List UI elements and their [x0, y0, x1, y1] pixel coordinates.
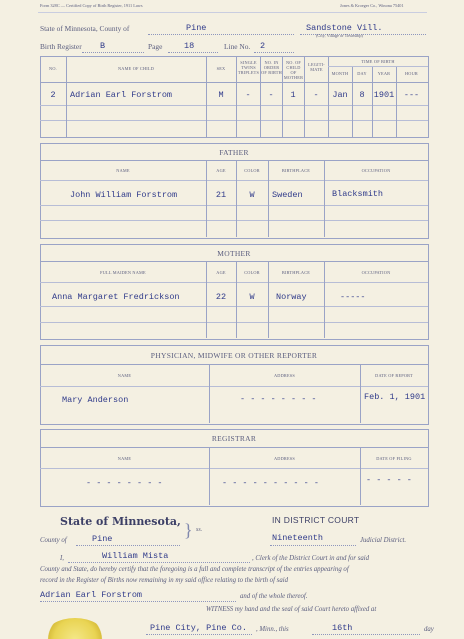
registrar-col-date: DATE OF FILING — [376, 456, 412, 461]
place-caption: (City, Village or Township) — [316, 33, 363, 38]
physician-address: - - - - - - - - — [240, 394, 317, 404]
mother-color: W — [249, 292, 255, 302]
cert-child-name: Adrian Earl Forstrom — [40, 590, 143, 600]
line-label: Line No. — [224, 42, 251, 51]
printer-note: Jones & Kroeger Co., Winona 75401 — [340, 3, 404, 8]
physician-col-name: NAME — [117, 373, 132, 378]
physician-title: PHYSICIAN, MIDWIFE OR OTHER REPORTER — [150, 351, 318, 360]
cert-district-label: Judicial District. — [360, 537, 407, 544]
mother-title: MOTHER — [217, 249, 251, 258]
father-col-age: AGE — [216, 168, 226, 173]
mother-col-name: FULL MAIDEN NAME — [100, 270, 146, 275]
county-value: Pine — [186, 23, 207, 33]
child-name: Adrian Earl Forstrom — [70, 90, 173, 100]
page-label: Page — [148, 42, 163, 51]
father-color: W — [249, 190, 255, 200]
father-birthplace: Sweden — [272, 190, 303, 200]
cert-county: Pine — [92, 534, 113, 544]
child-order: - — [268, 90, 274, 100]
col-order-of-birth: NO. IN ORDER OF BIRTH — [261, 60, 282, 75]
cert-witness-place: Pine City, Pine Co. — [150, 623, 247, 633]
col-time-of-birth: TIME OF BIRTH — [361, 59, 395, 64]
birth-day: 8 — [359, 90, 365, 100]
father-age: 21 — [215, 190, 227, 200]
father-col-occupation: OCCUPATION — [361, 168, 391, 173]
physician-col-address: ADDRESS — [274, 373, 295, 378]
father-col-birthplace: BIRTHPLACE — [281, 168, 311, 173]
father-col-name: NAME — [116, 168, 130, 173]
cert-i: I, — [60, 555, 64, 562]
state-label: State of Minnesota, County of — [40, 24, 130, 33]
father-occupation: Blacksmith — [332, 189, 384, 199]
col-name-of-child: NAME OF CHILD — [117, 66, 155, 71]
ss-brace: } — [184, 520, 193, 540]
col-legitimate: LEGITI-MATE — [308, 62, 325, 72]
cert-minn-this: , Minn., this — [256, 626, 289, 633]
mother-col-occupation: OCCUPATION — [361, 270, 391, 275]
mother-occupation: ----- — [340, 292, 366, 302]
cert-district: Nineteenth — [272, 533, 324, 543]
cert-county-label: County of — [40, 537, 67, 544]
mother-name: Anna Margaret Fredrickson — [52, 292, 180, 302]
registrar-col-address: ADDRESS — [274, 456, 295, 461]
cert-witness-day: 16th — [332, 623, 353, 633]
col-month: MONTH — [331, 71, 349, 76]
register-value: B — [100, 41, 106, 51]
registrar-date: - - - - - — [366, 475, 412, 485]
cert-line2: County and State, do hereby certify that the foregoing is a full and complete transcript of the entries appearing of — [40, 566, 349, 573]
registrar-col-name: NAME — [117, 456, 132, 461]
line-value: 2 — [260, 41, 266, 51]
col-day: DAY — [357, 71, 367, 76]
child-single: - — [245, 90, 251, 100]
mother-col-color: COLOR — [244, 270, 260, 275]
mother-age: 22 — [215, 292, 227, 302]
child-no: 2 — [50, 90, 56, 100]
physician-col-date: DATE OF REPORT — [375, 373, 413, 378]
col-child-of-mother: NO. OF CHILD OF MOTHER — [283, 60, 304, 80]
child-sex: M — [218, 90, 224, 100]
court-seal — [44, 618, 106, 639]
birth-month: Jan — [332, 90, 348, 100]
cert-state-heading: State of Minnesota, — [60, 515, 181, 528]
col-single-twins: SINGLE TWINS TRIPLETS — [237, 60, 260, 75]
place-value: Sandstone Vill. — [306, 23, 383, 33]
cert-day-label: day — [424, 626, 434, 633]
col-hour: HOUR — [405, 71, 418, 76]
mother-birthplace: Norway — [276, 292, 307, 302]
cert-whole-thereof: and of the whole thereof. — [240, 593, 308, 600]
registrar-title: REGISTRAR — [211, 434, 257, 443]
cert-clerk-name: William Mista — [102, 551, 169, 561]
cert-clerk-text: , Clerk of the District Court in and for said — [252, 555, 370, 562]
physician-date: Feb. 1, 1901 — [364, 392, 426, 402]
col-year: YEAR — [377, 71, 391, 76]
birth-hour: --- — [403, 90, 420, 100]
child-of-mother: 1 — [290, 90, 296, 100]
cert-court-heading: IN DISTRICT COURT — [272, 515, 360, 525]
registrar-name: - - - - - - - - — [86, 478, 163, 488]
mother-col-age: AGE — [216, 270, 226, 275]
physician-name: Mary Anderson — [62, 395, 129, 405]
col-sex: SEX — [216, 66, 226, 71]
birth-year: 1901 — [373, 90, 395, 100]
father-col-color: COLOR — [244, 168, 260, 173]
cert-ss: ss. — [196, 527, 203, 533]
child-legitimate: - — [313, 90, 319, 100]
page-value: 18 — [184, 41, 195, 51]
registrar-address: - - - - - - - - - - — [222, 478, 319, 488]
mother-col-birthplace: BIRTHPLACE — [281, 270, 311, 275]
cert-line3: record in the Register of Births now remaining in my said office relating to the birth of said — [40, 577, 289, 584]
father-name: John William Forstrom — [70, 190, 178, 200]
father-title: FATHER — [219, 148, 249, 157]
register-label: Birth Register — [40, 42, 82, 51]
cert-witness: WITNESS my hand and the seal of said Court hereto affixed at — [206, 606, 377, 613]
form-note: Form 328C — Certified Copy of Birth Register, 1911 Laws — [40, 3, 143, 8]
col-no: NO. — [49, 66, 57, 71]
